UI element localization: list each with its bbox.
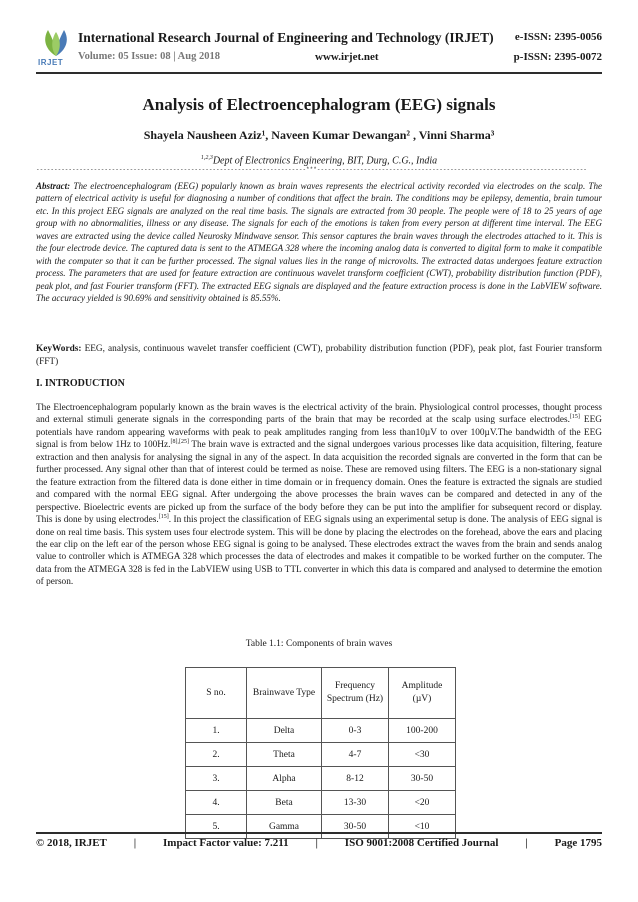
table-row xyxy=(186,719,456,743)
cell-sno: 3. xyxy=(186,767,247,791)
cell-amplitude: <10 xyxy=(389,815,456,839)
affiliation-text: Dept of Electronics Engineering, BIT, Durg, C.G., India xyxy=(212,155,438,167)
affiliation xyxy=(36,155,602,166)
journal-header xyxy=(36,28,602,72)
footer-separator: | xyxy=(315,837,318,849)
footer-page-number: Page 1795 xyxy=(554,837,602,849)
header-amplitude: Amplitude (µV) xyxy=(389,668,456,719)
ref-15-a[interactable]: [15] xyxy=(569,414,580,421)
cell-type: Delta xyxy=(247,719,322,743)
cell-frequency: 4-7 xyxy=(322,743,389,767)
intro-part-2: EEG potentials have random appearing waveforms with peak to peak amplitudes ranging from less than10µV to over 100µV.The bandwidth of the EEG signal is from below 1Hz to 100Hz. xyxy=(36,415,602,451)
table-row xyxy=(186,743,456,767)
cell-sno: 4. xyxy=(186,791,247,815)
keywords-label: KeyWords: xyxy=(36,344,82,354)
cell-amplitude: <20 xyxy=(389,791,456,815)
separator-line: ---------------------------------------------------------------------------***--------------------------------------------------------------------------- xyxy=(36,166,587,173)
table-caption: Table 1.1: Components of brain waves xyxy=(245,639,393,649)
footer-separator: | xyxy=(525,837,528,849)
intro-part-4: . In this project the classification of EEG signals using an experimental setup is done. The analysis of EEG signal is done on real time basis. This system uses four electrode system. This will be done by placing the electrodes on the forehead, above the ears and placing the ear clip on the left ear of the person whose EEG signal is going to be analysed. These electrodes extract the waves from the brain and sends analog value to controller which is ATMEGA 328 which processes the data of electrodes and makes it compatible to be worked further on the computer. The data from the ATMEGA 328 is fed in the LabVIEW using USB to TTL converter in which this data is compared and analysed to determine the emotion of person. xyxy=(36,515,602,588)
cell-frequency: 0-3 xyxy=(322,719,389,743)
header-sno: S no. xyxy=(186,668,247,719)
cell-type: Beta xyxy=(247,791,322,815)
footer-impact-factor: Impact Factor value: 7.211 xyxy=(163,837,289,849)
cell-sno: 5. xyxy=(186,815,247,839)
irjet-logo xyxy=(36,28,76,72)
logo-text: IRJET xyxy=(38,58,64,67)
cell-frequency: 13-30 xyxy=(322,791,389,815)
section-title: I. INTRODUCTION xyxy=(36,378,125,389)
website-link[interactable]: www.irjet.net xyxy=(315,51,379,63)
abstract xyxy=(36,180,602,305)
cell-sno: 2. xyxy=(186,743,247,767)
page-footer xyxy=(36,837,602,849)
ref-15-b[interactable]: [15] xyxy=(158,513,169,520)
e-issn: e-ISSN: 2395-0056 xyxy=(514,31,602,43)
volume-issue: Volume: 05 Issue: 08 | Aug 2018 xyxy=(78,51,220,62)
header-frequency: Frequency Spectrum (Hz) xyxy=(322,668,389,719)
leaf-logo-icon xyxy=(36,28,76,58)
affiliation-sup: 1,2,3 xyxy=(200,155,213,161)
header-divider xyxy=(36,72,602,74)
introduction-text xyxy=(36,402,602,589)
cell-frequency: 8-12 xyxy=(322,767,389,791)
brainwave-table xyxy=(185,667,456,839)
cell-frequency: 30-50 xyxy=(322,815,389,839)
cell-amplitude: 30-50 xyxy=(389,767,456,791)
header-type: Brainwave Type xyxy=(247,668,322,719)
footer-divider xyxy=(36,832,602,834)
abstract-text: The electroencephalogram (EEG) popularly known as brain waves represents the electrical activity recorded via electrodes on the scalp. The pattern of electrical activity is useful for diagnosing a number of conditions that affect the brain. The conditions may be epilepsy, dementia, brain tumour etc. In this project EEG signals are analyzed on the real time basis. The signals are extracted from 30 people. The people were of 18 to 25 years of age group with no abnormalities, illness or any disease. The signals for each of the emotions is taken from every person at different time interval. The EEG waves are extracted using the device called Neurosky Mindwave sensor. This sensor captures the brain waves through the electrodes attached to it. This is the four electrode device. The captured data is sent to the ATMEGA 328 where the incoming analog data is converted to digital form to make it compatible with the computer so that it can be further processed. The signal values lies in the range of microvolts. The extracted datas undergoes feature extraction process. The parameters that are used for feature extraction are continuous wavelet transform coefficient (CWT), probability distribution function (PDF), peak plot, and fast Fourier transform (FFT). The extracted EEG signals are displayed and the feature extraction process is done in the LabVIEW software. The accuracy yielded is 90.69% and sensitivity obtained is 85.55%. xyxy=(36,181,602,304)
ref-8-25[interactable]: [8],[25] xyxy=(170,439,189,446)
keywords xyxy=(36,343,602,369)
p-issn: p-ISSN: 2395-0072 xyxy=(513,51,602,63)
authors: Shayela Nausheen Aziz¹, Naveen Kumar Dewangan² , Vinni Sharma³ xyxy=(143,128,495,142)
table-header-row xyxy=(186,668,456,719)
intro-part-3: The brain wave is extracted and the signal undergoes various processes like data acquisition, filtering, feature extraction and then analysis for analysing the signal in any of the aspect. In data acquisition the recorded signals are converted in the form that can be further processed. Any signal other than that of interest could be termed as noise. These are removed using filters. The EEG is a non-stationary signal the feature extraction from the filtered data is done either in time domain or in frequency domain. Ones the feature is extracted the signals are studied and compared with the normal EEG signal. After undergoing the above processes the brain waves can be compared and detected in any of the perspective. Bioelectric events are picked up from the surface of the body before they can be put into the amplifier for subsequent record or display. This is done by using electrodes. xyxy=(36,440,602,526)
footer-copyright: © 2018, IRJET xyxy=(36,837,107,849)
keywords-text: EEG, analysis, continuous wavelet transfer coefficient (CWT), probability distribution function (PDF), peak plot, fast Fourier transform (FFT) xyxy=(36,344,603,367)
cell-type: Theta xyxy=(247,743,322,767)
cell-type: Gamma xyxy=(247,815,322,839)
cell-type: Alpha xyxy=(247,767,322,791)
journal-name: International Research Journal of Engineering and Technology (IRJET) xyxy=(78,30,494,45)
paper-title: Analysis of Electroencephalogram (EEG) signals xyxy=(142,95,496,114)
cell-amplitude: 100-200 xyxy=(389,719,456,743)
table-row xyxy=(186,791,456,815)
table-row xyxy=(186,767,456,791)
cell-amplitude: <30 xyxy=(389,743,456,767)
abstract-label: Abstract: xyxy=(36,181,71,191)
footer-separator: | xyxy=(133,837,137,849)
footer-iso: ISO 9001:2008 Certified Journal xyxy=(344,837,499,849)
cell-sno: 1. xyxy=(186,719,247,743)
intro-part-1: The Electroencephalogram popularly known as the brain waves is the electrical activity of the brain. Physiological control processes, thought process and external stimuli generate signals in the corresponding parts of the brain that may be recorded at the scalp using surface electrodes. xyxy=(36,403,602,426)
table-row xyxy=(186,815,456,839)
